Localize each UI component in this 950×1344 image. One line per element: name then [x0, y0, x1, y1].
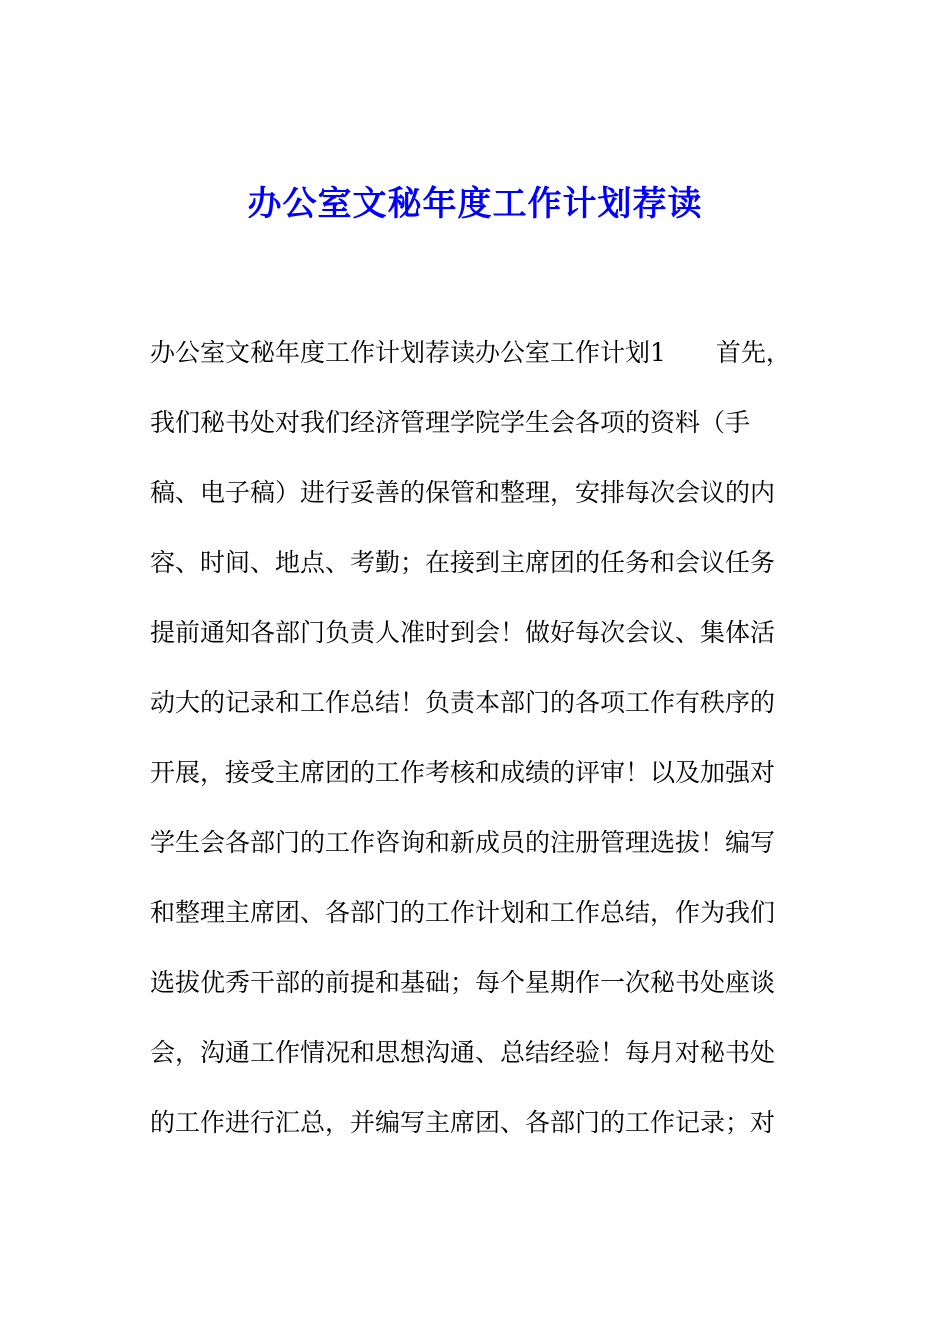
body-line: 办公室文秘年度工作计划荐读办公室工作计划1 首先，	[150, 338, 791, 367]
body-line: 容、时间、地点、考勤；在接到主席团的任务和会议任务	[150, 548, 776, 577]
body-line: 动大的记录和工作总结！负责本部门的各项工作有秩序的	[150, 688, 776, 717]
document-body	[150, 328, 810, 1168]
body-line: 会，沟通工作情况和思想沟通、总结经验！每月对秘书处	[150, 1038, 776, 1067]
body-line: 提前通知各部门负责人准时到会！做好每次会议、集体活	[150, 618, 776, 647]
body-line: 稿、电子稿）进行妥善的保管和整理，安排每次会议的内	[150, 478, 776, 507]
body-line: 开展，接受主席团的工作考核和成绩的评审！以及加强对	[150, 758, 776, 787]
body-line: 我们秘书处对我们经济管理学院学生会各项的资料（手	[150, 408, 751, 437]
document-title: 办公室文秘年度工作计划荐读	[247, 184, 703, 224]
body-line: 的工作进行汇总，并编写主席团、各部门的工作记录；对	[150, 1108, 776, 1137]
body-line: 和整理主席团、各部门的工作计划和工作总结，作为我们	[150, 898, 776, 927]
body-line: 学生会各部门的工作咨询和新成员的注册管理选拔！编写	[150, 828, 776, 857]
body-line: 选拔优秀干部的前提和基础；每个星期作一次秘书处座谈	[150, 968, 776, 997]
